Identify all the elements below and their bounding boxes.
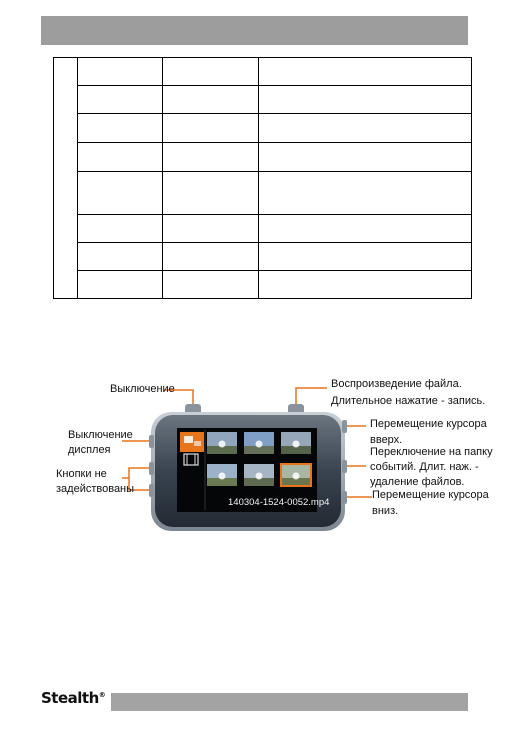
label-display-off-2: дисплея — [68, 444, 111, 456]
label-display-off-1: Выключение — [68, 429, 133, 441]
brand-logo — [41, 689, 105, 707]
label-unused-buttons-2: задействованы — [56, 483, 135, 495]
label-cursor-down-1: Перемещение курсора — [372, 489, 489, 501]
brand-mark: ® — [98, 691, 106, 699]
label-power-off: Выключение — [110, 383, 175, 395]
label-events-folder-2: событий. Длит. наж. - — [370, 461, 479, 473]
footer-bar — [111, 693, 468, 711]
brand-name: Stealth — [41, 689, 99, 707]
side-button-left-2[interactable] — [149, 484, 154, 497]
label-cursor-up-1: Перемещение курсора — [370, 418, 487, 430]
screen-filename: 140304-1524-0052.mp4 — [228, 497, 330, 508]
cursor-up-button[interactable] — [342, 420, 347, 433]
label-cursor-up-2: вверх. — [370, 434, 403, 446]
label-unused-buttons-1: Кнопки не — [56, 468, 107, 480]
cursor-down-button[interactable] — [342, 491, 347, 504]
display-off-button[interactable] — [149, 435, 154, 448]
side-button-left-1[interactable] — [149, 462, 154, 475]
label-play-file: Воспроизведение файла. — [331, 378, 462, 390]
label-events-folder-3: удаление файлов. — [370, 476, 465, 488]
events-folder-button[interactable] — [342, 460, 347, 473]
label-long-press-record: Длительное нажатие - запись. — [331, 395, 486, 407]
label-events-folder-1: Переключение на папку — [370, 446, 493, 458]
label-cursor-down-2: вниз. — [372, 505, 399, 517]
